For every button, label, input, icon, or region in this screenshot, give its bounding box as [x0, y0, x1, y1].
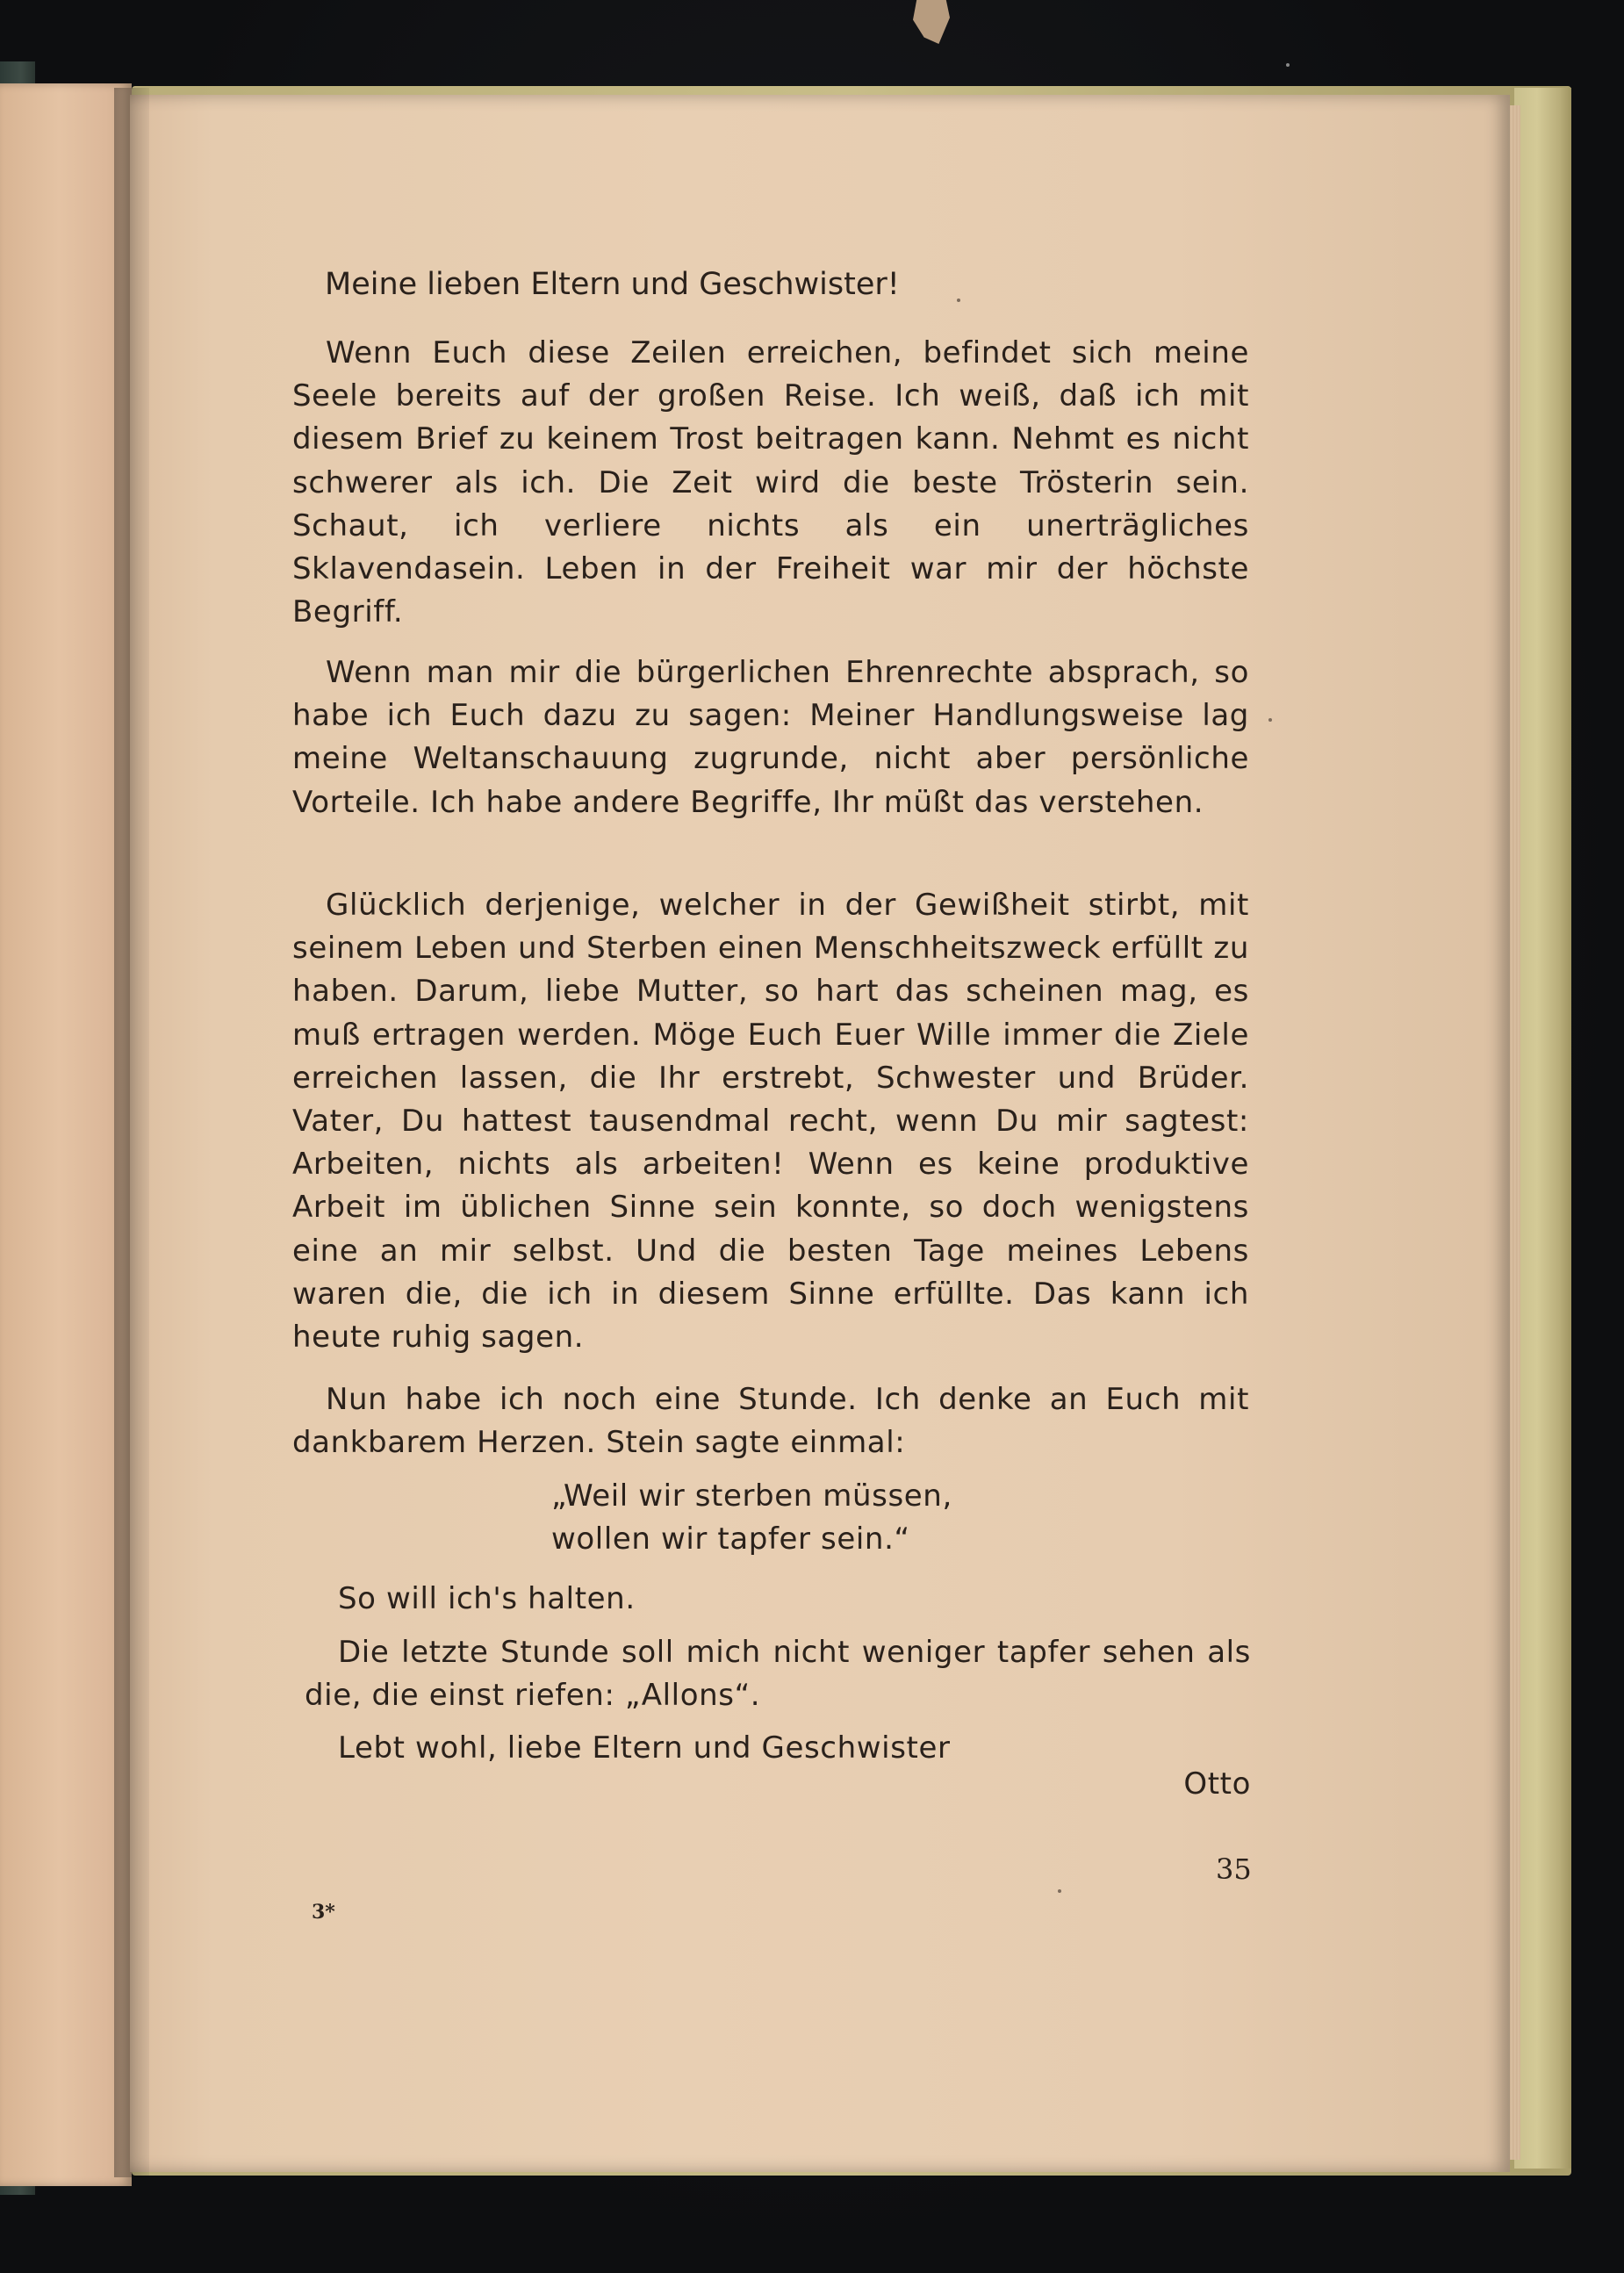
book-cover-right-edge	[1514, 88, 1571, 2169]
paper-speck	[957, 299, 960, 302]
paper-speck	[1268, 718, 1272, 722]
printer-signature-mark: 3*	[312, 1901, 335, 1924]
left-page-edge	[0, 83, 132, 2186]
quote-line-2: wollen wir tapfer sein.“	[551, 1521, 910, 1557]
dust-speck	[1286, 63, 1290, 67]
letter-signature: Otto	[1183, 1766, 1251, 1802]
quote-block	[551, 1475, 952, 1561]
closing-line: Lebt wohl, liebe Eltern und Geschwister	[338, 1730, 951, 1766]
last-paragraph: Die letzte Stunde soll mich nicht weniger tapfer sehen als die, die einst riefen: „Allons“.	[305, 1635, 1251, 1714]
paper-speck	[1058, 1889, 1061, 1893]
quote-line-1: „Weil wir sterben müssen,	[551, 1478, 952, 1514]
paragraph-1: Wenn Euch diese Zeilen erreichen, befindet sich meine Seele bereits auf der großen Reise. Ich weiß, daß ich mit diesem Brief zu keinem Trost beitragen kann. Nehmt es nicht schwerer als ich. Die Zeit wird die beste Trösterin sein. Schaut, ich verliere nichts als ein unerträgliches Sklavendasein. Leben in der Freiheit war mir der höchste Begriff.	[292, 335, 1249, 630]
letter-salutation: Meine lieben Eltern und Geschwister!	[325, 267, 900, 302]
page-number: 35	[1216, 1852, 1252, 1886]
page-gutter-shadow	[114, 88, 149, 2177]
paragraph-2: Wenn man mir die bürgerlichen Ehrenrechte absprach, so habe ich Euch dazu zu sagen: Meiner Handlungsweise lag meine Weltanschauung zugrunde, nicht aber persönliche Vorteile. Ich habe andere Begriffe, Ihr müßt das verstehen.	[292, 655, 1249, 820]
paragraph-3: Glücklich derjenige, welcher in der Gewißheit stirbt, mit seinem Leben und Sterben einen Menschheitszweck erfüllt zu haben. Darum, liebe Mutter, so hart das scheinen mag, es muß ertragen werden. Möge Euch Euer Wille immer die Ziele erreichen lassen, die Ihr erstrebt, Schwester und Brüder. Vater, Du hattest tausendmal recht, wenn Du mir sagtest: Arbeiten, nichts als arbeiten! Wenn es keine produktive Arbeit im üblichen Sinne sein konnte, so doch wenigstens eine an mir selbst. Und die besten Tage meines Lebens waren die, die ich in diesem Sinne erfüllte. Das kann ich heute ruhig sagen.	[292, 888, 1249, 1356]
after-quote-line: So will ich's halten.	[338, 1581, 636, 1616]
paragraph-4: Nun habe ich noch eine Stunde. Ich denke an Euch mit dankbarem Herzen. Stein sagte einmal:	[292, 1382, 1249, 1461]
